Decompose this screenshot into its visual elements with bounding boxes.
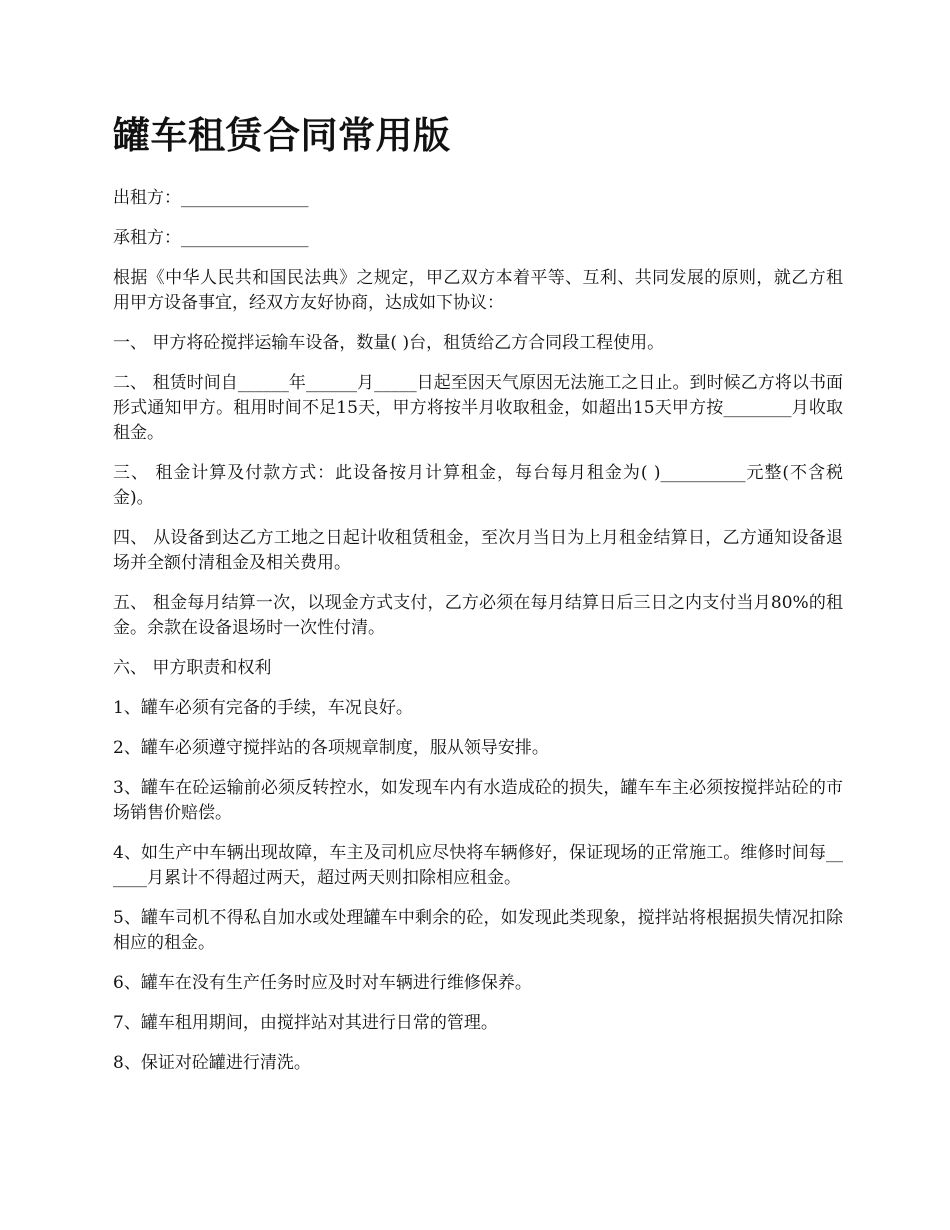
- item-4: 4、如生产中车辆出现故障，车主及司机应尽快将车辆修好，保证现场的正常施工。维修时间每______月累计不得超过两天，超过两天则扣除相应租金。: [113, 843, 843, 888]
- document-title: 罐车租赁合同常用版: [113, 114, 451, 157]
- item-6: 6、罐车在没有生产任务时应及时对车辆进行维修保养。: [113, 973, 532, 993]
- lessee-line: 承租方：_______________: [113, 228, 309, 248]
- clause-1: 一、 甲方将砼搅拌运输车设备，数量( )台，租赁给乙方合同段工程使用。: [113, 333, 665, 353]
- lessor-line: 出租方：_______________: [113, 188, 309, 208]
- item-2: 2、罐车必须遵守搅拌站的各项规章制度，服从领导安排。: [113, 738, 549, 758]
- clause-2: 二、 租赁时间自______年______月_____日起至因天气原因无法施工之日止。到时候乙方将以书面形式通知甲方。租用时间不足15天，甲方将按半月收取租金，如超出15天甲方按________月收取租金。: [113, 373, 843, 443]
- document-page: [113, 112, 843, 1091]
- clause-5: 五、 租金每月结算一次，以现金方式支付，乙方必须在每月结算日后三日之内支付当月80%的租金。余款在设备退场时一次性付清。: [113, 593, 843, 638]
- item-5: 5、罐车司机不得私自加水或处理罐车中剩余的砼，如发现此类现象，搅拌站将根据损失情况扣除相应的租金。: [113, 908, 843, 953]
- clause-4: 四、 从设备到达乙方工地之日起计收租赁租金，至次月当日为上月租金结算日，乙方通知设备退场并全额付清租金及相关费用。: [113, 528, 843, 573]
- clause-6-heading: 六、 甲方职责和权利: [113, 658, 272, 678]
- item-7: 7、罐车租用期间，由搅拌站对其进行日常的管理。: [113, 1013, 498, 1033]
- item-1: 1、罐车必须有完备的手续，车况良好。: [113, 698, 413, 718]
- preamble-paragraph: 根据《中华人民共和国民法典》之规定，甲乙双方本着平等、互利、共同发展的原则，就乙方租用甲方设备事宜，经双方友好协商，达成如下协议：: [113, 268, 843, 313]
- clause-3: 三、 租金计算及付款方式：此设备按月计算租金，每台每月租金为( )__________元整(不含税金)。: [113, 463, 843, 508]
- item-8: 8、保证对砼罐进行清洗。: [113, 1053, 311, 1073]
- item-3: 3、罐车在砼运输前必须反转控水，如发现车内有水造成砼的损失，罐车车主必须按搅拌站砼的市场销售价赔偿。: [113, 778, 843, 823]
